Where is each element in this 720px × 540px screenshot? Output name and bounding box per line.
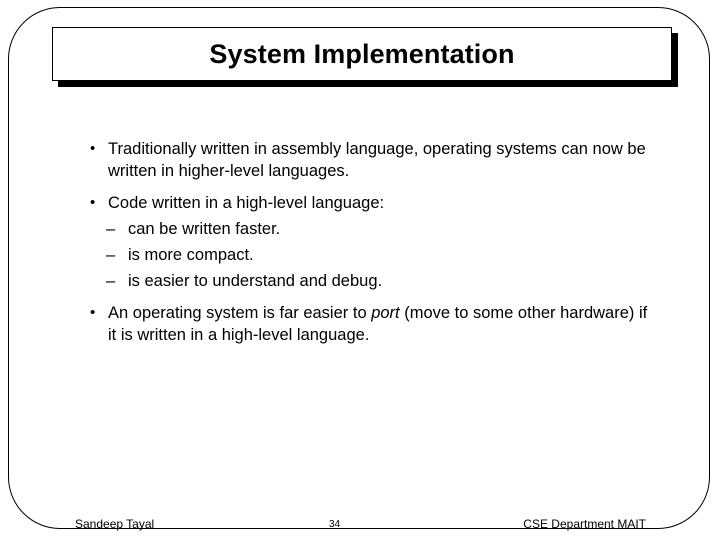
footer-page-number: 34 [329, 519, 341, 530]
title-box [52, 27, 672, 81]
bullet-item-1 [90, 138, 650, 182]
slide-title: System Implementation [209, 38, 515, 69]
bullet-icon: • [90, 140, 96, 157]
bullet-item-3 [90, 302, 650, 346]
bullet-text-3-before: An operating system is far easier to [108, 304, 372, 322]
sub-item-2 [90, 244, 650, 270]
sub-item-3 [90, 270, 650, 296]
bullet-icon: • [90, 304, 96, 321]
dash-icon: – [106, 272, 116, 290]
bullet-text-1: Traditionally written in assembly language, operating systems can now be written in higher-level languages. [108, 140, 646, 180]
bullet-text-3-after: (move to some other hardware) if it is written in a high-level language. [108, 304, 648, 344]
bullet-text-2: Code written in a high-level language: [108, 194, 385, 212]
dash-icon: – [106, 220, 116, 238]
sub-item-1 [90, 218, 650, 244]
bullet-text-3 [108, 302, 650, 346]
sub-item-text: can be written faster. [128, 220, 281, 238]
footer-department: CSE Department MAIT [523, 517, 646, 531]
sub-item-text: is easier to understand and debug. [128, 272, 383, 290]
bullet-item-2 [90, 192, 650, 296]
bullet-text-3-italic: port [371, 304, 400, 322]
footer-author: Sandeep Tayal [75, 517, 155, 531]
bullet-icon: • [90, 194, 96, 211]
sub-list [90, 218, 650, 296]
dash-icon: – [106, 246, 116, 264]
sub-item-text: is more compact. [128, 246, 254, 264]
